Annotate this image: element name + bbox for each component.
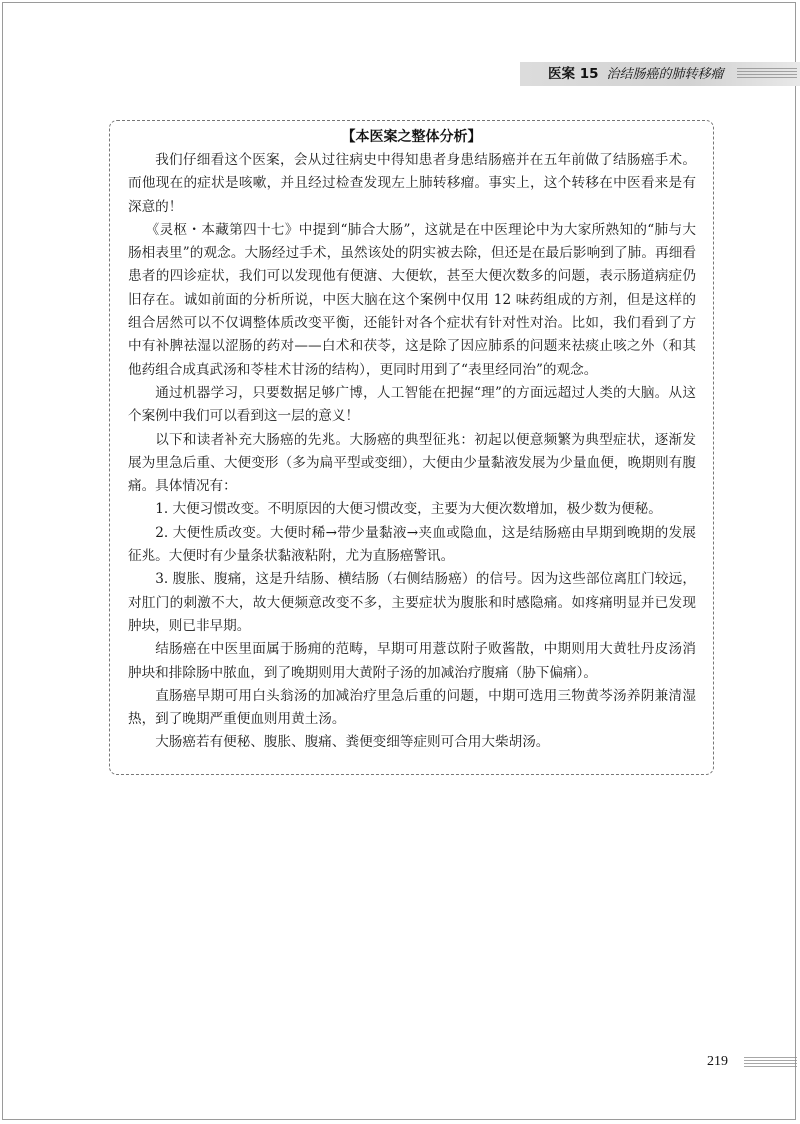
list-item: 1. 大便习惯改变。不明原因的大便习惯改变，主要为大便次数增加，极少数为便秘。 [155, 501, 662, 518]
case-label: 医案 15 [548, 66, 599, 82]
paragraph: 以下和读者补充大肠癌的先兆。大肠癌的典型征兆：初起以便意频繁为典型症状，逐渐发展为里急后重、大便变形（多为扁平型或变细），大便由少量黏液发展为少量血便，晚期则有腹痛。具体情况有： [128, 431, 696, 495]
paragraph: 结肠癌在中医里面属于肠痈的范畴，早期可用薏苡附子败酱散，中期则用大黄牡丹皮汤消肿块和排除肠中脓血，到了晚期则用大黄附子汤的加减治疗腹痛（胁下偏痛）。 [128, 641, 696, 681]
page-number: 219 [707, 1054, 728, 1069]
header-decorative-stripes [737, 68, 797, 80]
paragraph: 通过机器学习，只要数据足够广博，人工智能在把握“理”的方面远超过人类的大脑。从这个案例中我们可以看到这一层的意义！ [128, 384, 696, 425]
analysis-body [128, 149, 696, 755]
list-item: 3. 腹胀、腹痛，这是升结肠、横结肠（右侧结肠癌）的信号。因为这些部位离肛门较远，对肛门的刺激不大，故大便频意改变不多，主要症状为腹胀和时感隐痛。如疼痛明显并已发现肿块，则已非早期。 [128, 571, 696, 634]
paragraph: 大肠癌若有便秘、腹胀、腹痛、粪便变细等症则可合用大柴胡汤。 [155, 734, 550, 751]
running-header [548, 64, 724, 84]
footer-decorative-stripes [744, 1057, 797, 1069]
analysis-title: 【本医案之整体分析】 [341, 129, 482, 145]
paragraph: 直肠癌早期可用白头翁汤的加减治疗里急后重的问题，中期可选用三物黄芩汤养阴兼清湿热，到了晚期严重便血则用黄土汤。 [128, 687, 696, 728]
paragraph: 我们仔细看这个医案，会从过往病史中得知患者身患结肠癌并在五年前做了结肠癌手术。而他现在的症状是咳嗽，并且经过检查发现左上肺转移瘤。事实上，这个转移在中医看来是有深意的！ [128, 152, 696, 215]
paragraph: 《灵枢・本藏第四十七》中提到“肺合大肠”，这就是在中医理论中为大家所熟知的“肺与大肠相表里”的观念。大肠经过手术，虽然该处的阴实被去除，但还是在最后影响到了肺。再细看患者的四诊症状，我们可以发现他有便溏、大便软，甚至大便次数多的问题，表示肠道病症仍旧存在。诚如前面的分析所说，中医大脑在这个案例中仅用 12 味药组成的方剂，但是这样的组合居然可以不仅调整体质改变平衡，还能针对各个症状有针对性对治。比如，我们看到了方中有补脾祛湿以涩肠的药对——白术和茯苓，这是除了因应肺系的问题来祛痰止咳之外（和其他药组合成真武汤和苓桂术甘汤的结构），更同时用到了“表里经同治”的观念。 [128, 221, 696, 378]
case-title: 治结肠癌的肺转移瘤 [606, 67, 724, 82]
list-item: 2. 大便性质改变。大便时稀→带少量黏液→夹血或隐血，这是结肠癌由早期到晚期的发展征兆。大便时有少量条状黏液粘附，尤为直肠癌警讯。 [128, 524, 696, 565]
